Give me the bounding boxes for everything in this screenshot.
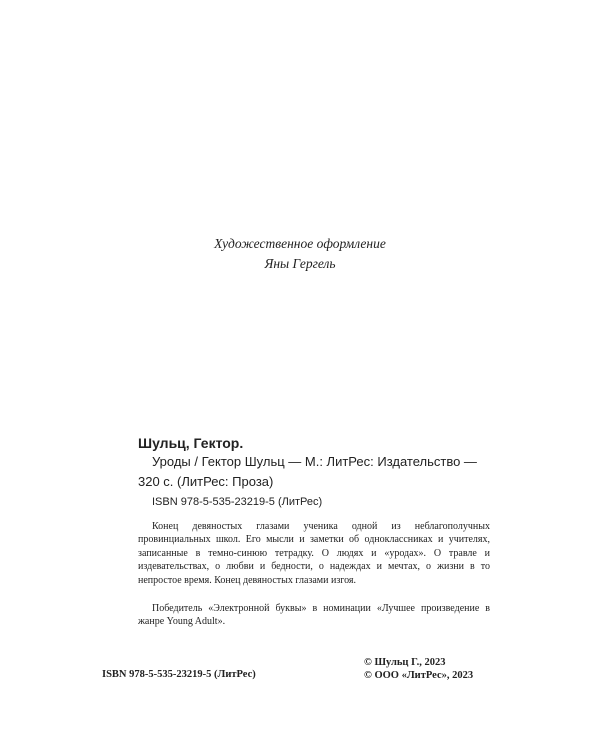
design-credit [0,234,600,274]
copyright-block [364,656,473,682]
award-note: Победитель «Электронной буквы» в номинации «Лучшее произведение в жанре Young Adult». [138,603,490,628]
author-heading: Шульц, Гектор. [138,435,244,451]
catalog-entry: Уроды / Гектор Шульц — М.: ЛитРес: Издательство — 320 с. (ЛитРес: Проза) [138,454,477,489]
book-annotation: Конец девяностых глазами ученика одной из неблагополучных провинциальных школ. Его мысли и заметки об одноклассниках и учителях, записанные в темно-синюю тетрадку. О людях и «уродах». О травле и издевательствах, о любви и бедности, о надеждах и мечтах, о жизни в то непростое время. Конец девяностых глазами изгоя. [138,521,490,586]
design-credit-title: Художественное оформление [214,236,386,251]
footer-isbn: ISBN 978-5-535-23219-5 (ЛитРес) [102,669,256,680]
copyright-publisher: © ООО «ЛитРес», 2023 [364,670,474,681]
design-credit-name: Яны Гергель [264,256,336,271]
isbn-record: ISBN 978-5-535-23219-5 (ЛитРес) [152,496,323,508]
copyright-author: © Шульц Г., 2023 [364,657,446,668]
bibliographic-record [138,434,490,629]
